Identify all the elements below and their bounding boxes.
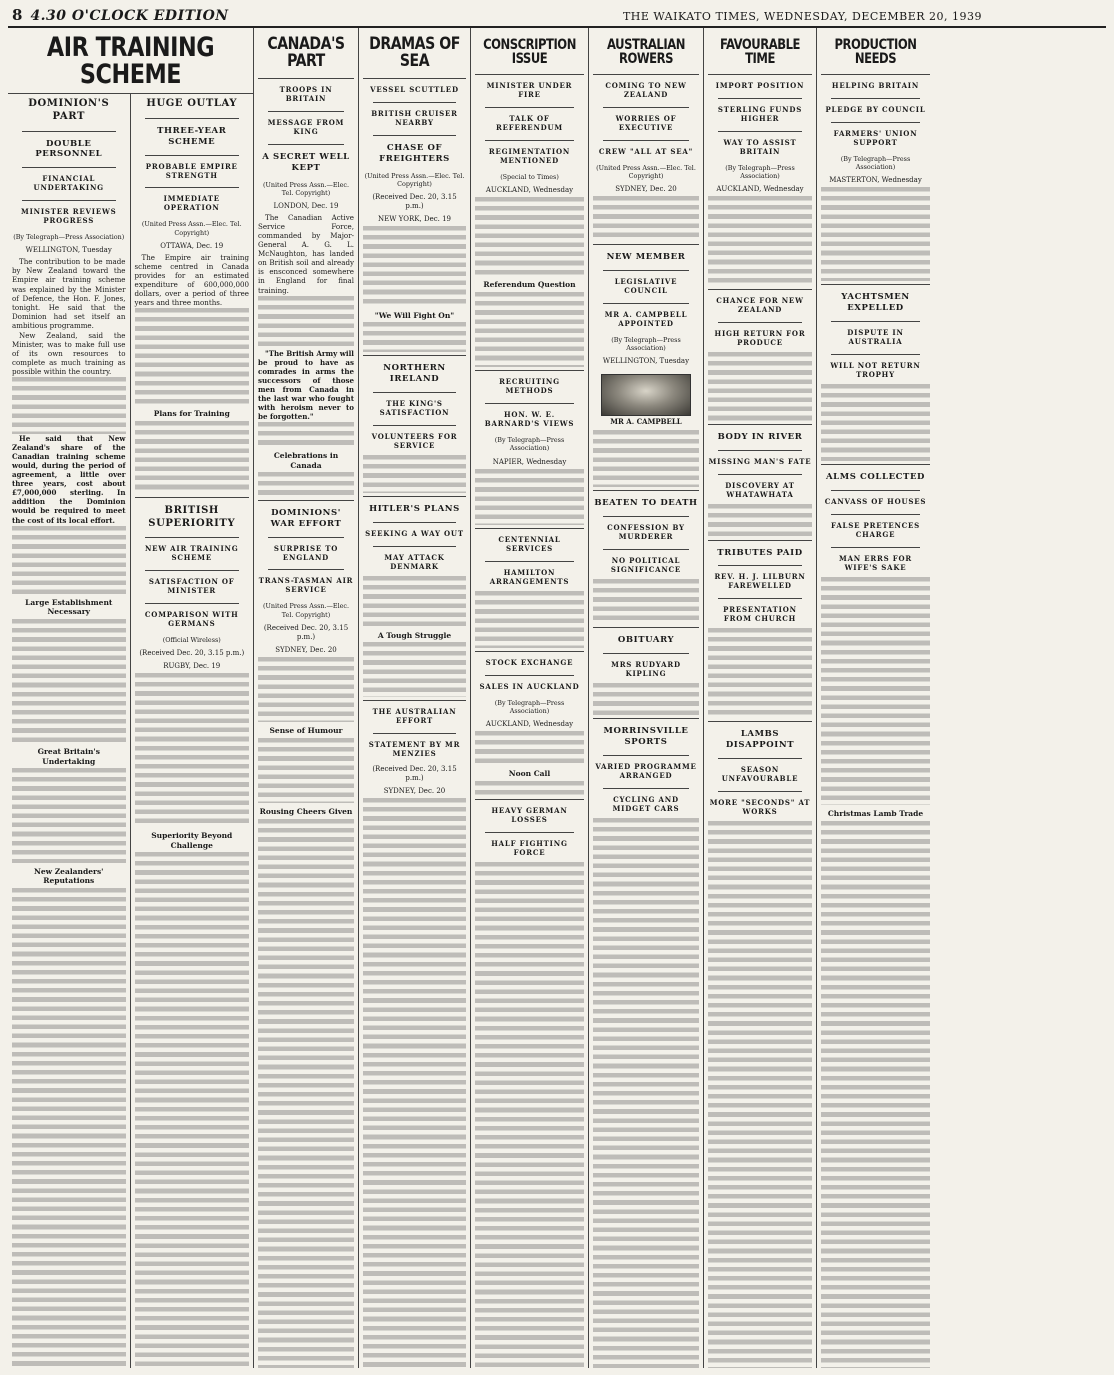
body-text-block <box>708 821 812 1368</box>
credit-line: (United Press Assn.—Elec. Tel. Copyright) <box>364 171 465 188</box>
subhead: HALF FIGHTING FORCE <box>491 838 568 857</box>
subhead: PRESENTATION FROM CHURCH <box>723 605 797 624</box>
body-text-block <box>135 308 250 405</box>
body-paragraph: The Canadian Active Service Force, commanded by Major-General A. G. L. McNaughton, has landed on British soil and already is ensconced somewhere in England for final training. <box>258 212 354 295</box>
body-text-block <box>593 683 699 716</box>
body-text-block <box>475 781 584 796</box>
body-text-block <box>258 472 354 497</box>
newspaper-dateline: THE WAIKATO TIMES, WEDNESDAY, DECEMBER 20, 1939 <box>622 10 982 23</box>
body-text-block <box>593 579 699 624</box>
subhead: NEW AIR TRAINING SCHEME <box>144 544 239 563</box>
inline-heading: Christmas Lamb Trade <box>827 809 924 819</box>
body-text-block <box>363 226 466 307</box>
credit-line: (Official Wireless) <box>162 636 221 645</box>
credit-line: (Special to Times) <box>500 172 559 181</box>
edition-label: 4.30 O'CLOCK EDITION <box>30 8 229 24</box>
subhead: SURPRISE TO ENGLAND <box>273 543 339 562</box>
subhead: HIGH RETURN FOR PRODUCE <box>714 328 806 347</box>
dateline: AUCKLAND, Wednesday <box>716 185 804 194</box>
inline-heading: Large Establishment Necessary <box>25 597 113 617</box>
inline-heading: Celebrations in Canada <box>273 451 339 470</box>
dateline: LONDON, Dec. 19 <box>273 201 339 210</box>
inline-heading: "We Will Fight On" <box>374 310 455 320</box>
subhead: RECRUITING METHODS <box>499 377 560 396</box>
credit-line: (United Press Assn.—Elec. Tel. Copyright) <box>596 163 696 180</box>
inline-heading: New Zealanders' Reputations <box>34 866 104 886</box>
body-text-block <box>708 628 812 718</box>
air-training-right-column <box>131 94 254 1368</box>
subhead: BRITISH CRUISER NEARBY <box>371 108 458 127</box>
dateline: OTTAWA, Dec. 19 <box>160 241 224 250</box>
subhead: SEASON UNFAVOURABLE <box>721 764 799 783</box>
subhead: NO POLITICAL SIGNIFICANCE <box>610 555 682 574</box>
inline-heading: A Tough Struggle <box>377 630 452 640</box>
subhead: STERLING FUNDS HIGHER <box>717 104 803 123</box>
body-text-block <box>593 430 699 487</box>
subhead: BEATEN TO DEATH <box>594 498 698 509</box>
subhead: MISSING MAN'S FATE <box>708 457 812 467</box>
body-text-block <box>135 852 250 1368</box>
subhead: MR A. CAMPBELL APPOINTED <box>604 310 688 328</box>
production-needs-column <box>817 28 934 1368</box>
body-text-block <box>475 862 584 1368</box>
subhead: PROBABLE EMPIRE STRENGTH <box>145 161 238 180</box>
body-text-block <box>708 504 812 537</box>
inline-heading: Great Britain's Undertaking <box>37 747 100 766</box>
body-text-block <box>258 296 354 349</box>
canadas-part-column <box>254 28 359 1368</box>
body-text-block <box>12 377 126 434</box>
page-number: 8 <box>12 6 23 24</box>
body-text-block <box>12 768 126 862</box>
subhead: COMING TO NEW ZEALAND <box>605 81 687 99</box>
body-text-block <box>475 731 584 765</box>
inline-heading: Sense of Humour <box>269 726 343 736</box>
subhead: TALK OF REFERENDUM <box>496 113 563 132</box>
body-text-block <box>363 576 466 627</box>
body-text-block <box>475 469 584 526</box>
subhead: VARIED PROGRAMME ARRANGED <box>595 762 697 781</box>
body-text-block <box>258 819 354 1368</box>
favourable-time-column <box>704 28 817 1368</box>
body-text-block <box>258 657 354 723</box>
subhead: OBITUARY <box>617 634 675 645</box>
dateline: SYDNEY, Dec. 20 <box>615 185 677 194</box>
dateline: AUCKLAND, Wednesday <box>485 720 574 729</box>
subhead: A SECRET WELL KEPT <box>262 151 350 173</box>
subhead: STOCK EXCHANGE <box>485 657 574 667</box>
body-text-block <box>593 818 699 1368</box>
body-paragraph: The Empire air training scheme centred in Canada provides for an estimated expenditure of 600,000,000 dollars, over a period of three years and three months. <box>134 252 249 308</box>
subhead: VOLUNTEERS FOR SERVICE <box>371 431 458 450</box>
dateline: SYDNEY, Dec. 20 <box>383 787 446 796</box>
columns <box>8 28 1106 1368</box>
subhead: CONFESSION BY MURDERER <box>607 522 685 541</box>
subhead: SEEKING A WAY OUT <box>365 528 464 538</box>
body-text-block <box>593 196 699 241</box>
subhead: FINANCIAL UNDERTAKING <box>33 174 104 193</box>
body-paragraph-bold: He said that New Zealand's share of the Canadian training scheme would, during the period of agreement, a little over three years, cost about £7,000,000 sterling. In addition the Dominion would be required to meet the cost of its local effort. <box>12 433 126 525</box>
body-text-block <box>258 738 354 804</box>
received-line: (Received Dec. 20, 3.15 p.m.) <box>263 623 349 641</box>
air-training-story <box>8 28 254 1368</box>
subhead: DISPUTE IN AUSTRALIA <box>847 327 904 346</box>
dramas-of-sea-column <box>359 28 471 1368</box>
body-text-block <box>12 619 126 743</box>
subhead: THE KING'S SATISFACTION <box>379 398 450 417</box>
body-text-block <box>363 322 466 352</box>
body-text-block <box>12 888 126 1368</box>
inline-heading: Noon Call <box>508 769 551 778</box>
subhead: WILL NOT RETURN TROPHY <box>830 360 921 379</box>
credit-line: (United Press Assn.—Elec. Tel. Copyright) <box>262 180 350 197</box>
body-text-block <box>821 821 930 1368</box>
subhead: MRS RUDYARD KIPLING <box>611 659 681 678</box>
subhead: CHANCE FOR NEW ZEALAND <box>716 295 804 314</box>
subhead: DOMINIONS' WAR EFFORT <box>270 507 342 529</box>
body-text-block <box>363 455 466 493</box>
subhead: HON. W. E. BARNARD'S VIEWS <box>484 410 575 429</box>
body-text-block <box>821 187 930 281</box>
subhead: COMPARISON WITH GERMANS <box>144 610 239 629</box>
dateline: WELLINGTON, Tuesday <box>25 246 112 255</box>
body-paragraph: The contribution to be made by New Zealand toward the Empire air training scheme was explained by the Minister of Defence, the Hon. F. Jones, tonight. He said that the Dominion had set itself an ambitious programme. <box>12 257 126 330</box>
dateline: RUGBY, Dec. 19 <box>163 662 221 671</box>
subhead: IMMEDIATE OPERATION <box>163 194 220 213</box>
conscription-issue-column <box>471 28 589 1368</box>
dateline: AUCKLAND, Wednesday <box>485 185 574 194</box>
body-text-block <box>135 673 250 827</box>
inline-heading: Superiority Beyond Challenge <box>151 831 233 850</box>
headline-australian-rowers: AUSTRALIAN ROWERS <box>607 37 685 67</box>
body-paragraph: New Zealand, said the Minister, was to make full use of its own resources to complete as much training as possible within the country. <box>12 330 126 377</box>
subhead: YACHTSMEN EXPELLED <box>841 292 910 313</box>
subhead: NEW MEMBER <box>606 252 686 263</box>
subhead: REGIMENTATION MENTIONED <box>488 146 571 165</box>
subhead: HUGE OUTLAY <box>146 98 238 109</box>
subhead: THE AUSTRALIAN EFFORT <box>372 707 457 726</box>
inline-heading: Plans for Training <box>153 409 230 419</box>
dateline: MASTERTON, Wednesday <box>829 176 922 185</box>
subhead: VESSEL SCUTTLED <box>370 85 459 94</box>
body-text-block <box>475 197 584 276</box>
credit-line: (United Press Assn.—Elec. Tel. Copyright) <box>141 220 242 237</box>
subhead: FARMERS' UNION SUPPORT <box>833 128 918 147</box>
subhead: WORRIES OF EXECUTIVE <box>615 113 677 132</box>
subhead: HELPING BRITAIN <box>831 81 920 90</box>
headline-dramas-of-sea: DRAMAS OF SEA <box>369 34 460 71</box>
credit-line: (By Telegraph—Press Association) <box>13 233 125 242</box>
dateline: SYDNEY, Dec. 20 <box>275 645 337 654</box>
subhead: PLEDGE BY COUNCIL <box>825 104 926 114</box>
subhead: ALMS COLLECTED <box>825 472 926 483</box>
dateline: NAPIER, Wednesday <box>492 457 567 466</box>
credit-line: (By Telegraph—Press Association) <box>494 436 565 453</box>
subhead: MORE "SECONDS" AT WORKS <box>709 797 811 816</box>
subhead: CENTENNIAL SERVICES <box>498 535 561 554</box>
body-text-block <box>821 577 930 806</box>
subhead: MINISTER UNDER FIRE <box>486 81 573 99</box>
headline-canadas-part: CANADA'S PART <box>267 34 345 71</box>
inline-heading: Rousing Cheers Given <box>259 807 353 817</box>
subhead: TRANS-TASMAN AIR SERVICE <box>258 576 354 595</box>
headline-air-training: AIR TRAINING SCHEME <box>46 32 215 90</box>
subhead: DISCOVERY AT WHATAWHATA <box>725 481 795 499</box>
body-text-block <box>135 421 250 494</box>
credit-line: (By Telegraph—Press Association) <box>840 154 911 171</box>
headline-favourable-time: FAVOURABLE TIME <box>720 37 800 67</box>
subhead: DOUBLE PERSONNEL <box>35 138 103 160</box>
received-line: (Received Dec. 20, 3.15 p.m.) <box>139 649 245 658</box>
subhead: CANVASS OF HOUSES <box>824 497 927 507</box>
body-text-block <box>821 384 930 462</box>
subhead: IMPORT POSITION <box>715 81 805 90</box>
subhead: THREE-YEAR SCHEME <box>157 125 227 147</box>
dateline: WELLINGTON, Tuesday <box>602 357 690 366</box>
australian-rowers-column <box>589 28 704 1368</box>
subhead: HAMILTON ARRANGEMENTS <box>489 568 570 587</box>
subhead: MAN ERRS FOR WIFE'S SAKE <box>839 553 912 572</box>
subhead: MINISTER REVIEWS PROGRESS <box>21 207 117 226</box>
body-text-block <box>708 196 812 286</box>
subhead: CREW "ALL AT SEA" <box>598 146 694 156</box>
subhead: FALSE PRETENCES CHARGE <box>830 520 921 539</box>
subhead: MAY ATTACK DENMARK <box>384 552 445 571</box>
subhead: TRIBUTES PAID <box>717 547 803 558</box>
received-line: (Received Dec. 20, 3.15 p.m.) <box>372 765 457 783</box>
body-text-block <box>12 526 126 594</box>
subhead: LAMBS DISAPPOINT <box>725 729 795 751</box>
masthead <box>8 6 1106 28</box>
subhead: TROOPS IN BRITAIN <box>279 85 333 103</box>
subhead: MORRINSVILLE SPORTS <box>603 726 689 748</box>
air-training-left-column <box>8 94 131 1368</box>
subhead: HEAVY GERMAN LOSSES <box>491 805 568 824</box>
headline-conscription-issue: CONSCRIPTION ISSUE <box>483 37 576 67</box>
credit-line: (By Telegraph—Press Association) <box>611 335 681 353</box>
credit-line: (By Telegraph—Press Association) <box>725 163 795 180</box>
subhead: STATEMENT BY MR MENZIES <box>368 740 461 759</box>
subhead: HITLER'S PLANS <box>369 503 460 514</box>
subhead: BRITISH SUPERIORITY <box>148 504 236 529</box>
body-text-block <box>708 352 812 421</box>
body-text-block <box>363 798 466 1368</box>
subhead: WAY TO ASSIST BRITAIN <box>723 137 797 156</box>
subhead: DOMINION'S PART <box>28 98 110 122</box>
body-text-block <box>475 591 584 648</box>
credit-line: (By Telegraph—Press Association) <box>494 698 565 715</box>
inline-heading: Referendum Question <box>483 280 576 290</box>
subhead: REV. H. J. LILBURN FAREWELLED <box>714 572 806 591</box>
subhead: LEGISLATIVE COUNCIL <box>614 277 678 296</box>
dateline: NEW YORK, Dec. 19 <box>378 214 451 223</box>
received-line: (Received Dec. 20, 3.15 p.m.) <box>372 192 457 210</box>
body-text-block <box>258 422 354 447</box>
subhead: SALES IN AUCKLAND <box>479 681 580 691</box>
body-text-block <box>363 642 466 697</box>
photo-caption: MR A. CAMPBELL <box>610 416 682 426</box>
subhead: CHASE OF FREIGHTERS <box>379 142 450 164</box>
subhead: CYCLING AND MIDGET CARS <box>612 795 680 814</box>
body-paragraph-bold: "The British Army will be proud to have as comrades in arms the successors of those men from Canada in the last war who fought with heroism never to be forgotten." <box>258 348 354 422</box>
credit-line: (United Press Assn.—Elec. Tel. Copyright) <box>262 602 350 619</box>
subhead: NORTHERN IRELAND <box>383 363 446 384</box>
subhead: BODY IN RIVER <box>717 432 803 443</box>
subhead: SATISFACTION OF MINISTER <box>148 577 235 596</box>
body-text-block <box>475 292 584 368</box>
portrait-photo <box>601 374 691 415</box>
subhead: MESSAGE FROM KING <box>267 117 345 136</box>
headline-production-needs: PRODUCTION NEEDS <box>834 37 917 67</box>
